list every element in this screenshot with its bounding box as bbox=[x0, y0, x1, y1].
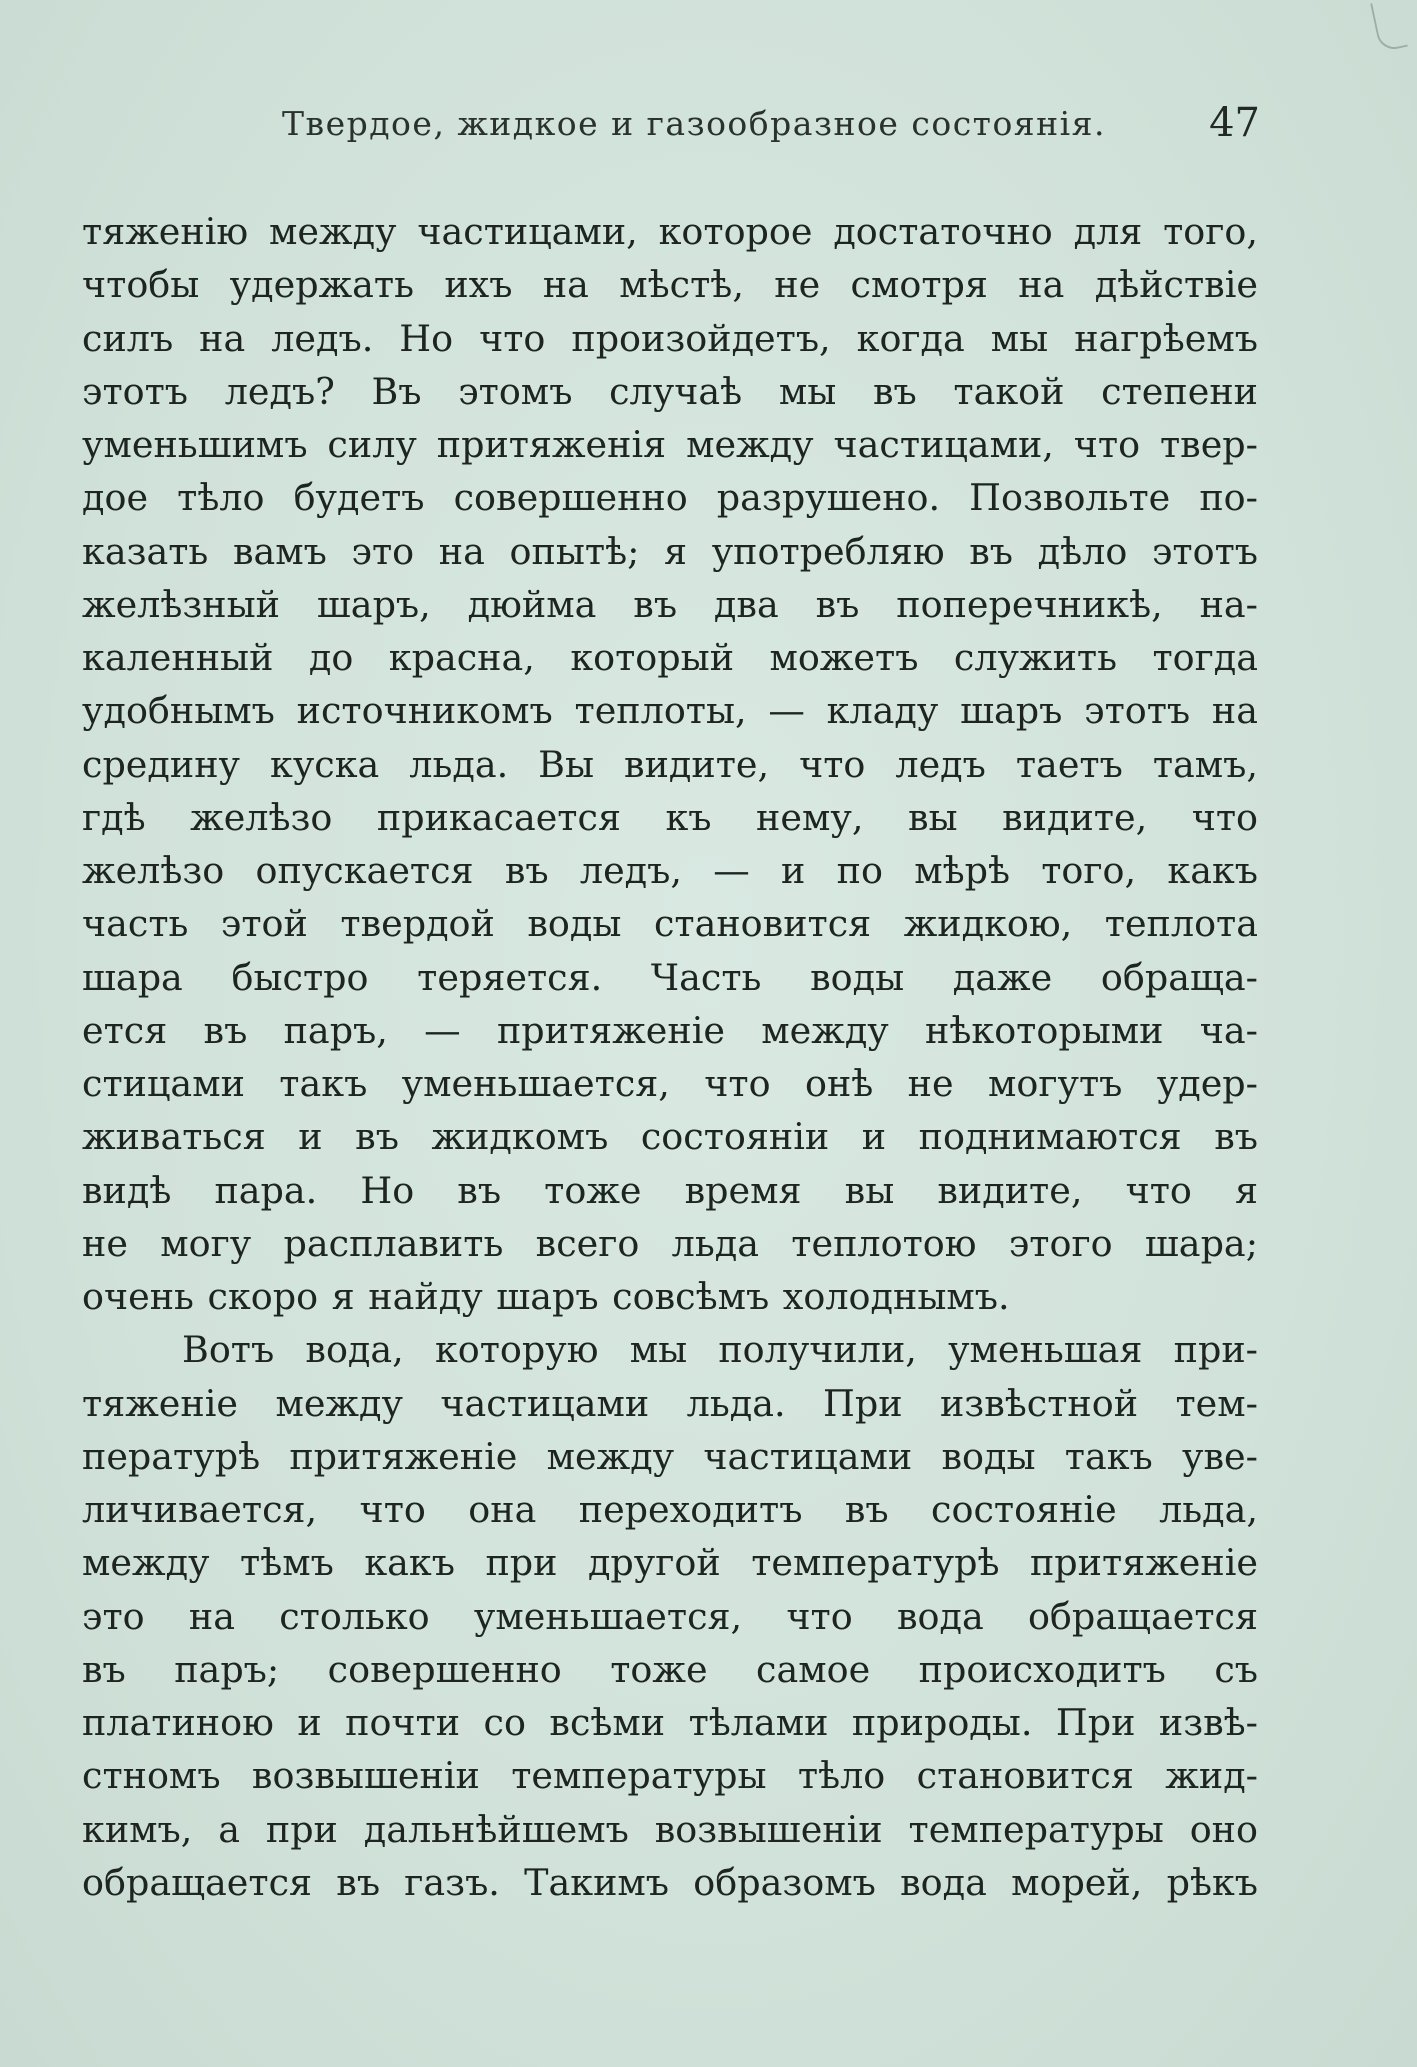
paragraph bbox=[82, 1323, 1258, 1909]
text-line: не могу расплавить всего льда теплотою этого шара; bbox=[82, 1221, 1258, 1265]
text-line: часть этой твердой воды становится жидкою, теплота bbox=[82, 902, 1258, 946]
text-line: ется въ паръ, — притяженіе между нѣкоторыми ча- bbox=[82, 1008, 1258, 1052]
text-line: это на столько уменьшается, что вода обращается bbox=[82, 1594, 1258, 1638]
text-line: очень скоро я найду шаръ совсѣмъ холоднымъ. bbox=[82, 1275, 1010, 1318]
text-line: средину куска льда. Вы видите, что ледъ таетъ тамъ, bbox=[82, 742, 1258, 786]
text-line: силъ на ледъ. Но что произойдетъ, когда мы нагрѣемъ bbox=[82, 316, 1258, 360]
text-line: уменьшимъ силу притяженія между частицами, что твер- bbox=[82, 423, 1258, 466]
text-line: желѣзный шаръ, дюйма въ два въ поперечникѣ, на- bbox=[82, 582, 1258, 626]
text-line: обращается въ газъ. Такимъ образомъ вода морей, рѣкъ bbox=[82, 1860, 1258, 1904]
text-line: личивается, что она переходитъ въ состояніе льда, bbox=[82, 1488, 1258, 1531]
text-line: Вотъ вода, которую мы получили, уменьшая при- bbox=[182, 1328, 1258, 1372]
text-line: стномъ возвышеніи температуры тѣло становится жид- bbox=[82, 1754, 1258, 1798]
text-line: между тѣмъ какъ при другой температурѣ притяженіе bbox=[82, 1541, 1258, 1585]
text-line: платиною и почти со всѣми тѣлами природы. При извѣ- bbox=[82, 1701, 1258, 1744]
running-title: Твердое, жидкое и газообразное состоянія. bbox=[282, 104, 1106, 143]
text-line: шара быстро теряется. Часть воды даже обраща- bbox=[82, 955, 1258, 999]
text-line: пературѣ притяженіе между частицами воды такъ уве- bbox=[82, 1434, 1258, 1478]
text-line: стицами такъ уменьшается, что онѣ не могутъ удер- bbox=[82, 1062, 1258, 1105]
text-line: въ паръ; совершенно тоже самое происходитъ съ bbox=[82, 1647, 1258, 1691]
text-line: желѣзо опускается въ ледъ, — и по мѣрѣ того, какъ bbox=[82, 849, 1258, 892]
page-number: 47 bbox=[1209, 100, 1260, 146]
text-line: этотъ ледъ? Въ этомъ случаѣ мы въ такой степени bbox=[82, 369, 1258, 413]
text-line: казать вамъ это на опытѣ; я употребляю въ дѣло этотъ bbox=[82, 529, 1258, 573]
pencil-mark bbox=[1370, 0, 1408, 52]
body-text bbox=[82, 205, 1258, 1909]
text-line: тяженіе между частицами льда. При извѣстной тем- bbox=[82, 1381, 1258, 1425]
page-header bbox=[82, 100, 1262, 160]
text-line: удобнымъ источникомъ теплоты, — кладу шаръ этотъ на bbox=[82, 689, 1258, 733]
text-line: живаться и въ жидкомъ состояніи и поднимаются въ bbox=[82, 1115, 1258, 1159]
text-line: дое тѣло будетъ совершенно разрушено. Позвольте по- bbox=[82, 476, 1258, 520]
text-line: кимъ, а при дальнѣйшемъ возвышеніи температуры оно bbox=[82, 1807, 1258, 1851]
text-line: гдѣ желѣзо прикасается къ нему, вы видите, что bbox=[82, 795, 1258, 839]
text-line: чтобы удержать ихъ на мѣстѣ, не смотря на дѣйствіе bbox=[82, 263, 1258, 307]
paragraph bbox=[82, 205, 1258, 1323]
text-line: тяженію между частицами, которое достаточно для того, bbox=[82, 210, 1258, 253]
text-line: видѣ пара. Но въ тоже время вы видите, что я bbox=[82, 1168, 1258, 1212]
text-line: каленный до красна, который можетъ служить тогда bbox=[82, 636, 1258, 679]
